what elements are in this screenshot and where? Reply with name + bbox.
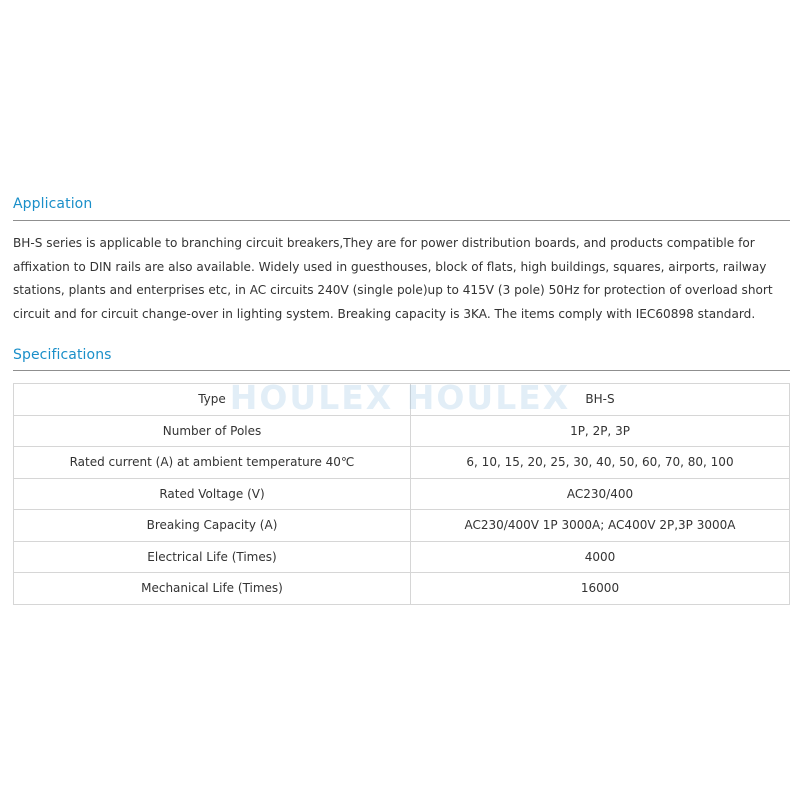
spec-label: Rated current (A) at ambient temperature 40℃ <box>14 447 411 479</box>
spec-value: 6, 10, 15, 20, 25, 30, 40, 50, 60, 70, 80, 100 <box>411 447 790 479</box>
specifications-heading: Specifications <box>13 347 112 363</box>
specifications-divider <box>13 370 790 371</box>
spec-value: 16000 <box>411 573 790 605</box>
application-paragraph: BH-S series is applicable to branching circuit breakers,They are for power distribution boards, and products compatible for affixation to DIN rails are also available. Widely used in guesthouses, block of flats, high buildings, squares, airports, railway stations, plants and enterprises etc, in AC circuits 240V (single pole)up to 415V (3 pole) 50Hz for protection of overload short circuit and for circuit change-over in lighting system. Breaking capacity is 3KA. The items comply with IEC60898 standard. <box>13 236 773 321</box>
spec-value: AC230/400V 1P 3000A; AC400V 2P,3P 3000A <box>411 510 790 542</box>
application-divider <box>13 220 790 221</box>
specifications-table <box>13 383 790 605</box>
spec-value: BH-S <box>411 384 790 416</box>
spec-label: Electrical Life (Times) <box>14 541 411 573</box>
spec-value: 1P, 2P, 3P <box>411 415 790 447</box>
table-row <box>14 415 790 447</box>
spec-label: Breaking Capacity (A) <box>14 510 411 542</box>
application-heading: Application <box>13 196 93 212</box>
spec-value: 4000 <box>411 541 790 573</box>
table-row <box>14 573 790 605</box>
spec-label: Type <box>14 384 411 416</box>
table-row <box>14 510 790 542</box>
table-row <box>14 384 790 416</box>
table-row <box>14 478 790 510</box>
brand-watermark: HOULEX HOULEX <box>229 378 571 417</box>
table-row <box>14 447 790 479</box>
spec-label: Rated Voltage (V) <box>14 478 411 510</box>
table-row <box>14 541 790 573</box>
spec-value: AC230/400 <box>411 478 790 510</box>
spec-label: Mechanical Life (Times) <box>14 573 411 605</box>
spec-label: Number of Poles <box>14 415 411 447</box>
